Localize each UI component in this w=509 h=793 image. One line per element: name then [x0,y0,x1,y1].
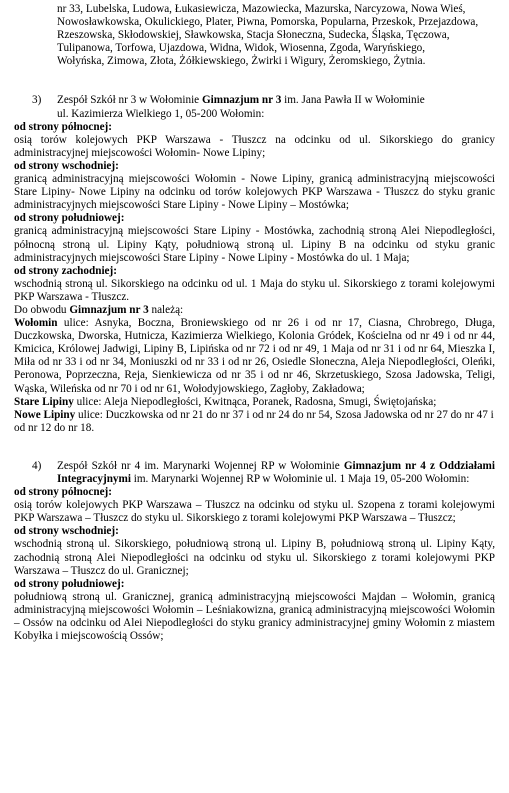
street-list: ulice: Asnyka, Boczna, Broniewskiego od nr 26 i od nr 17, Ciasna, Chrobrego, Długa, Duczkowska, Dworska, Hutnicza, Kazimierza Wielkiego, Kolonia Gródek, Kościelna od nr 49 i od nr 44, Kmicica, Królowej Jadwigi, Lipiny B, Lipińska od nr 72 i od nr 49, 1 Maja od nr 31 i od nr 64, Mieszka I, Miła od nr 33 i od nr 34, Moniuszki od nr 33 i od nr 26, Osiedle Słoneczna, Aleja Niepodległości, Oleńki, Peronowa, Poprzeczna, Reja, Sienkiewicza od nr 35 i od nr 46, Skrzetuskiego, Szosa Jadowska, Teligi, Wąska, Wileńska od nr 70 i od nr 61, Wołodyjowskiego, Zagłoby, Zakładowa; [14,317,495,395]
text-line: Tulipanowa, Torfowa, Ujazdowa, Widna, Widok, Wiosenna, Zgoda, Waryńskiego, [57,42,426,55]
school-address: ul. Kazimierza Wielkiego 1, 05-200 Wołomin: [57,107,265,120]
district-school-bold: Gimnazjum nr 3 [69,303,149,316]
street-list-continuation [14,3,495,68]
street-list: ulice: Duczkowska od nr 21 do nr 37 i od nr 24 do nr 54, Szosa Jadowska od nr 27 do nr 47 i od nr 12 do nr 18. [14,408,494,434]
north-boundary-text: osią torów kolejowych PKP Warszawa – Tłuszcz na odcinku od styku ul. Szopena z torami kolejowymi PKP Warszawa – Tłuszcz do styku ul. Sikorskiego z torami kolejowymi PKP Warszawa – Tłuszcz; [14,499,495,525]
north-boundary-text: osią torów kolejowych PKP Warszawa - Tłuszcz na odcinku od ul. Sikorskiego do granicy administracyjnej miejscowości Wołomin- Nowe Lipiny; [14,133,495,159]
locality-name: Wołomin [14,317,58,330]
school-name: Zespół Szkół nr 4 im. Marynarki Wojennej RP w Wołominie [57,459,344,472]
district-intro [14,304,495,317]
street-list: ulice: Aleja Niepodległości, Kwitnąca, Poranek, Radosna, Smugi, Świętojańska; [73,395,437,408]
locality-name: Nowe Lipiny [14,408,76,421]
spacer [14,448,495,460]
school-name-bold: Gimnazjum nr 4 z Oddziałami Integracyjnymi [57,459,495,485]
school-patron: im. Jana Pawła II w Wołominie [281,94,425,107]
section-number: 4) [32,459,42,472]
south-boundary-label: od strony południowej: [14,212,125,225]
district-intro-text: Do obwodu [14,303,70,316]
text-line: Wołyńska, Zimowa, Złota, Żółkiewskiego, Żwirki i Wigury, Żeromskiego, Żytnia. [57,55,426,68]
west-boundary-label: od strony zachodniej: [14,264,117,277]
east-boundary-text: granicą administracyjną miejscowości Wołomin - Nowe Lipiny, granicą administracyjną miejscowości Stare Lipiny- Nowe Lipiny na odcinku od torów kolejowych PKP Warszawa - Tłuszcz do styku granic administracyjnych miejscowości Stare Lipiny - Nowe Lipiny – Mostówka; [14,173,495,212]
south-boundary-label: od strony południowej: [14,577,125,590]
school-name: Zespół Szkół nr 3 w Wołominie [57,94,202,107]
locality-name: Stare Lipiny [14,395,74,408]
nowe-lipiny-streets [14,409,495,435]
south-boundary-text: południową stroną ul. Granicznej, granicą administracyjną miejscowości Majdan – Wołomin, granicą administracyjną miejscowości Wołomin – Leśniakowizna, granicą administracyjną miejscowości Wołomin – Ossów na odcinku od Alei Niepodległości do styku granicy administracyjnej gminy Wołomin z miastem Kobyłka i miejscowością Ossów; [14,590,495,643]
text-line: Nowosławkowska, Okulickiego, Plater, Piwna, Pomorska, Popularna, Przeskok, Przejazdowa, [57,16,479,29]
spacer [14,435,495,448]
spacer [14,81,495,94]
north-boundary-label: od strony północnej: [14,120,113,133]
stare-lipiny-streets [14,396,495,409]
west-boundary-text: wschodnią stroną ul. Sikorskiego na odcinku od ul. 1 Maja do styku ul. Sikorskiego z torami kolejowymi PKP Warszawa - Tłuszcz. [14,277,495,303]
school-address: im. Marynarki Wojennej RP w Wołominie ul. 1 Maja 19, 05-200 Wołomin: [130,473,470,485]
section-3-header [14,94,495,120]
east-boundary-label: od strony wschodniej: [14,525,119,538]
school-name-bold: Gimnazjum nr 3 [201,94,282,107]
wolomin-streets [14,317,495,396]
east-boundary-text: wschodnią stroną ul. Sikorskiego, południową stroną ul. Lipiny B, południową stroną ul. Lipiny Kąty, zachodnią stroną Alei Niepodległości na odcinku od styku ul. Sikorskiego z torami kolejowymi PKP Warszawa – Tłuszcz do ul. Granicznej; [14,538,495,577]
south-boundary-text: granicą administracyjną miejscowości Stare Lipiny - Mostówka, zachodnią stroną Alei Niepodległości, północną stroną ul. Lipiny Kąty, południową stroną ul. Lipiny B na odcinku od styku granic administracyjnych miejscowości Stare Lipiny - Nowe Lipiny - Mostówka do ul. 1 Maja; [14,225,495,264]
text-line: Rzeszowska, Skłodowskiej, Sławkowska, Stacja Słoneczna, Sudecka, Śląska, Tęczowa, [57,29,450,42]
text-line: nr 33, Lubelska, Ludowa, Łukasiewicza, Mazowiecka, Mazurska, Narcyzowa, Nowa Wieś, [57,3,466,15]
section-4-header [14,460,495,486]
north-boundary-label: od strony północnej: [14,486,113,499]
section-number: 3) [32,94,42,107]
spacer [14,68,495,81]
east-boundary-label: od strony wschodniej: [14,159,119,172]
district-intro-end: należą: [148,303,184,316]
